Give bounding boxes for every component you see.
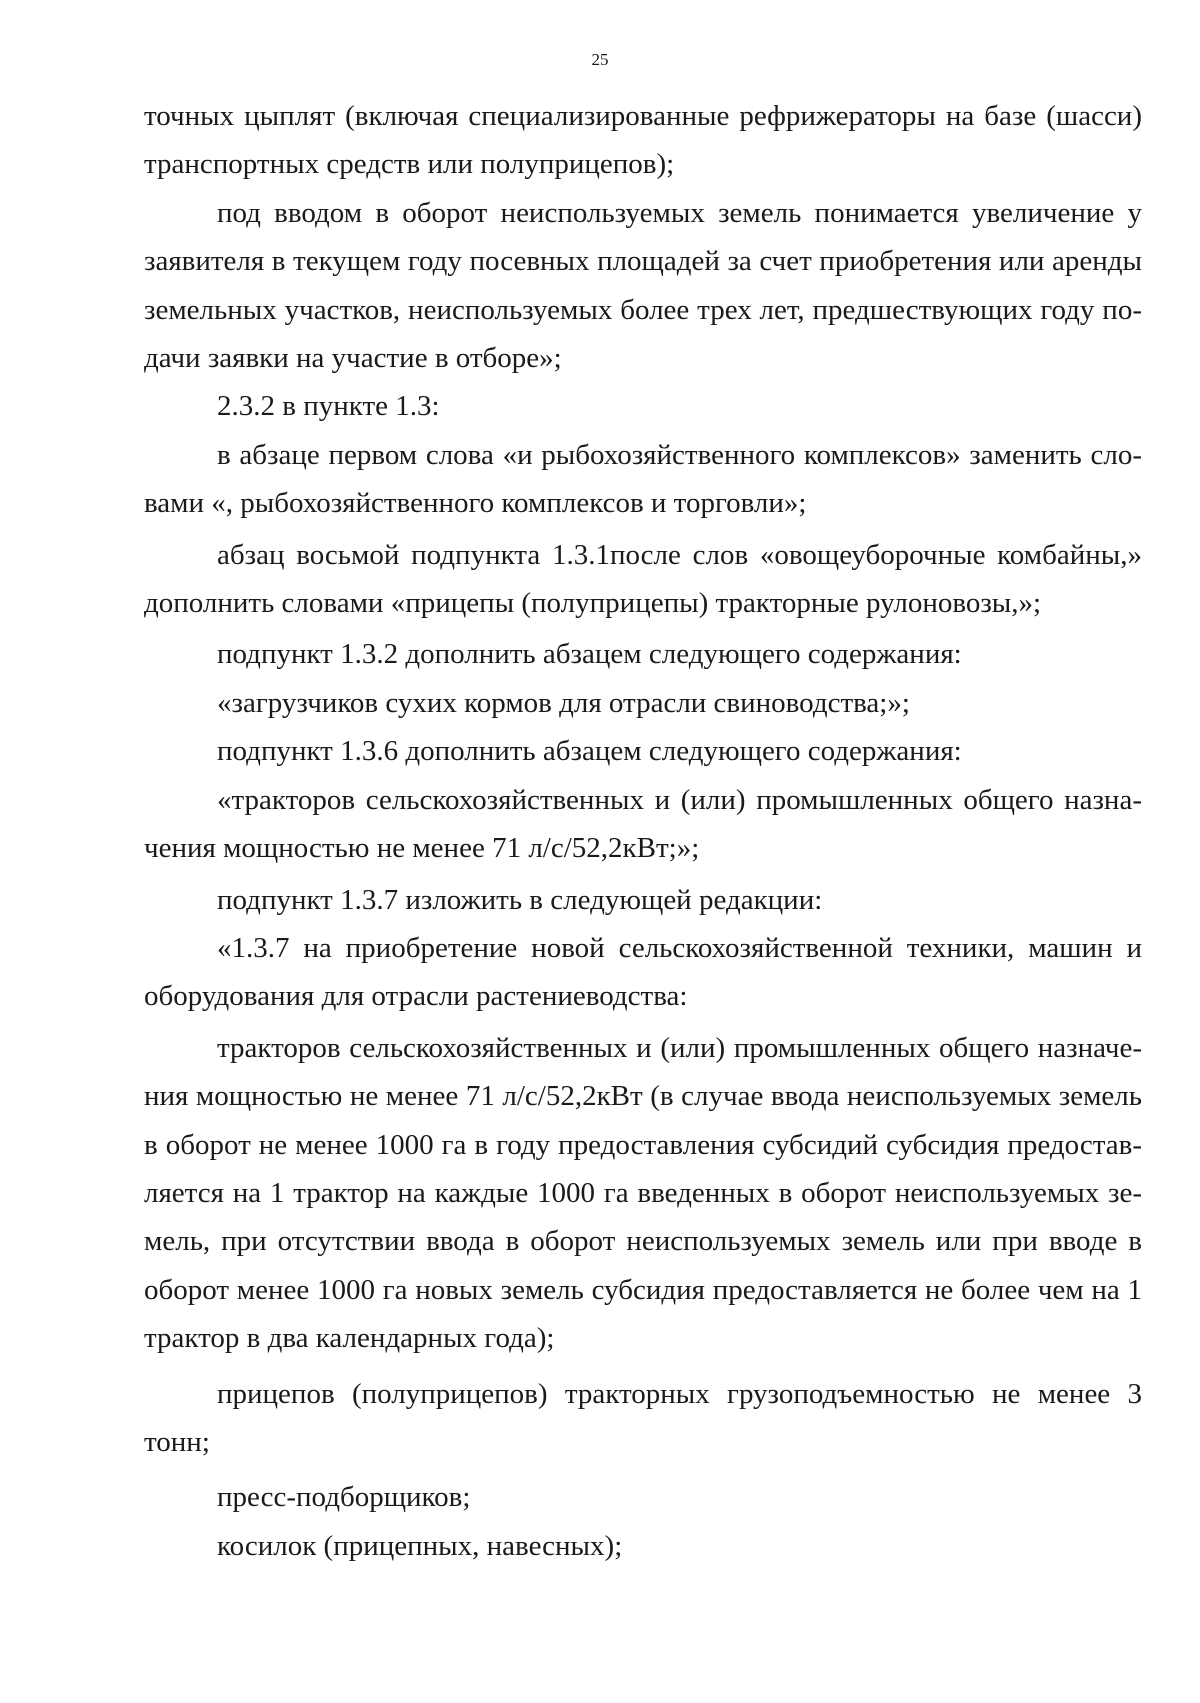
paragraph-quote-tractors: «тракторов сельскохозяйственных и (или) промышленных общего назначения мощностью не менее 71 л/с/52,2кВт;»; bbox=[144, 783, 1142, 865]
paragraph-quote-loaders: «загрузчиков сухих кормов для отрасли свиноводства;»; bbox=[217, 686, 910, 719]
paragraph-continuation: точных цыплят (включая специализированные рефрижераторы на базе (шасси) транспортных средств или полуприцепов); bbox=[144, 100, 1142, 181]
paragraph-clause-2-3-2: 2.3.2 в пункте 1.3: bbox=[217, 390, 440, 423]
paragraph-amend-1-3-1: абзац восьмой подпункта 1.3.1после слов «овощеуборочные комбайны,» дополнить словами «прицепы (полуприцепы) тракторные рулоновозы,»; bbox=[144, 538, 1142, 620]
page-number: 25 bbox=[591, 50, 609, 69]
paragraph-mowers: косилок (прицепных, навесных); bbox=[217, 1529, 623, 1562]
paragraph-amend-1-3-2: подпункт 1.3.2 дополнить абзацем следующего содержания: bbox=[217, 638, 962, 671]
paragraph-tractors: тракторов сельскохозяйственных и (или) промышленных общего назначения мощностью не менее 71 л/с/52,2кВт (в случае ввода неиспользуемых земель в оборот не менее 1000 га в году предоставления субсидий субсидия предоставляется на 1 трактор на каждые 1000 га введенных в оборот неиспользуемых земель, при отсутствии ввода в оборот неиспользуемых земель или при вводе в оборот менее 1000 га новых земель субсидия предоставляется не более чем на 1 трактор в два календарных года); bbox=[144, 1031, 1142, 1355]
document-body bbox=[144, 92, 1142, 1570]
paragraph-trailers: прицепов (полуприцепов) тракторных грузоподъемностью не менее 3 тонн; bbox=[144, 1377, 1142, 1458]
paragraph-definition-unused-land: под вводом в оборот неиспользуемых земель понимается увеличение у заявителя в текущем году посевных площадей за счет приобретения или аренды земельных участков, неиспользуемых более трех лет, предшествующих году подачи заявки на участие в отборе»; bbox=[144, 196, 1142, 375]
paragraph-amend-1-3-7: подпункт 1.3.7 изложить в следующей редакции: bbox=[217, 883, 823, 916]
paragraph-amend-first-abzac: в абзаце первом слова «и рыбохозяйственного комплексов» заменить словами «, рыбохозяйственного комплексов и торговли»; bbox=[144, 438, 1142, 520]
paragraph-clause-1-3-7: «1.3.7 на приобретение новой сельскохозяйственной техники, машин и оборудования для отрасли растениеводства: bbox=[144, 931, 1142, 1013]
paragraph-amend-1-3-6: подпункт 1.3.6 дополнить абзацем следующего содержания: bbox=[217, 735, 962, 768]
paragraph-balers: пресс-подборщиков; bbox=[217, 1481, 471, 1514]
